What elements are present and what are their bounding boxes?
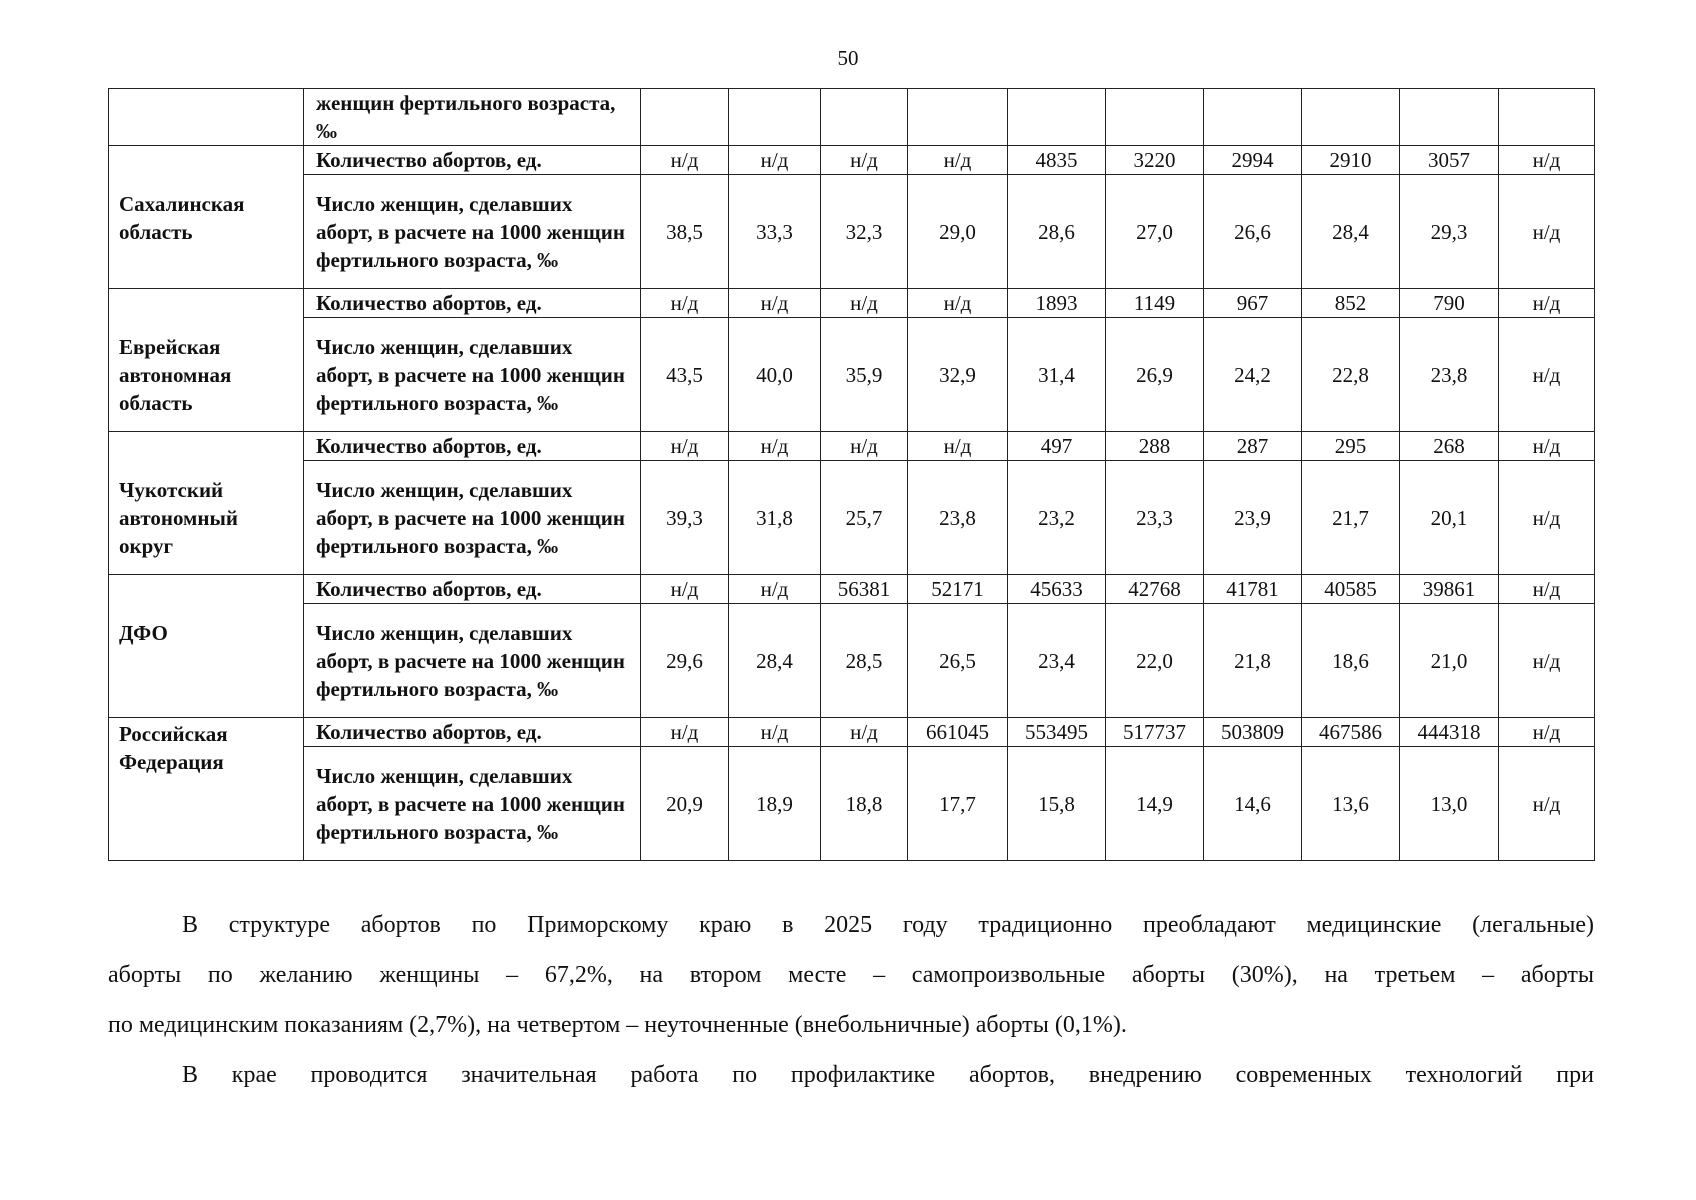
value-cell-rate: н/д bbox=[1499, 318, 1595, 432]
indicator-label-rate: Число женщин, сделавших аборт, в расчете на 1000 женщин фертильного возраста, ‰ bbox=[304, 318, 641, 432]
table-row-rate bbox=[109, 604, 1595, 718]
value-cell bbox=[641, 89, 729, 146]
value-cell-rate: н/д bbox=[1499, 175, 1595, 289]
value-cell bbox=[1106, 89, 1204, 146]
value-cell-rate: 32,9 bbox=[908, 318, 1008, 432]
value-cell-count: н/д bbox=[1499, 575, 1595, 604]
value-cell-rate: 14,6 bbox=[1204, 747, 1302, 861]
value-cell bbox=[821, 89, 908, 146]
indicator-label-count: Количество абортов, ед. bbox=[304, 146, 641, 175]
region-name: Российская Федерация bbox=[109, 718, 304, 861]
value-cell-rate: 31,8 bbox=[729, 461, 821, 575]
value-cell-rate: 38,5 bbox=[641, 175, 729, 289]
value-cell bbox=[1204, 89, 1302, 146]
value-cell-count: н/д bbox=[1499, 432, 1595, 461]
value-cell-count: н/д bbox=[1499, 718, 1595, 747]
value-cell-count: 4835 bbox=[1008, 146, 1106, 175]
value-cell-count: 40585 bbox=[1302, 575, 1400, 604]
value-cell-count: н/д bbox=[729, 432, 821, 461]
value-cell-rate: 22,8 bbox=[1302, 318, 1400, 432]
value-cell-rate: н/д bbox=[1499, 747, 1595, 861]
value-cell-rate: 28,5 bbox=[821, 604, 908, 718]
value-cell-count: н/д bbox=[729, 289, 821, 318]
value-cell-count: н/д bbox=[908, 146, 1008, 175]
indicator-label-rate: Число женщин, сделавших аборт, в расчете на 1000 женщин фертильного возраста, ‰ bbox=[304, 747, 641, 861]
value-cell-count: 41781 bbox=[1204, 575, 1302, 604]
table-row-count bbox=[109, 432, 1595, 461]
value-cell-rate: 23,9 bbox=[1204, 461, 1302, 575]
value-cell-rate: 26,9 bbox=[1106, 318, 1204, 432]
value-cell-rate: 28,6 bbox=[1008, 175, 1106, 289]
page-number: 50 bbox=[837, 46, 859, 70]
table-row-rate bbox=[109, 747, 1595, 861]
value-cell-rate: 28,4 bbox=[729, 604, 821, 718]
value-cell bbox=[1400, 89, 1499, 146]
region-name: ДФО bbox=[109, 575, 304, 718]
region-cell-empty bbox=[109, 89, 304, 146]
value-cell-count: 503809 bbox=[1204, 718, 1302, 747]
value-cell-count: 3057 bbox=[1400, 146, 1499, 175]
paragraph-text: аборты по желанию женщины – 67,2%, на втором месте – самопроизвольные аборты (30%), на третьем – аборты bbox=[108, 962, 1594, 988]
value-cell-count: 268 bbox=[1400, 432, 1499, 461]
value-cell-rate: 20,1 bbox=[1400, 461, 1499, 575]
value-cell-count: 467586 bbox=[1302, 718, 1400, 747]
value-cell bbox=[908, 89, 1008, 146]
table-row-continuation bbox=[109, 89, 1595, 146]
table-body bbox=[109, 89, 1595, 861]
value-cell-rate: 23,8 bbox=[1400, 318, 1499, 432]
value-cell-count: 967 bbox=[1204, 289, 1302, 318]
value-cell-rate: 18,6 bbox=[1302, 604, 1400, 718]
value-cell-rate: н/д bbox=[1499, 604, 1595, 718]
value-cell-rate: 27,0 bbox=[1106, 175, 1204, 289]
indicator-label-count: Количество абортов, ед. bbox=[304, 432, 641, 461]
value-cell-rate: 13,0 bbox=[1400, 747, 1499, 861]
paragraph-text: В крае проводится значительная работа по профилактике абортов, внедрению современных технологий при bbox=[182, 1062, 1594, 1088]
paragraph-text: В структуре абортов по Приморскому краю в 2025 году традиционно преобладают медицинские (легальные) bbox=[182, 912, 1594, 938]
value-cell-rate: 43,5 bbox=[641, 318, 729, 432]
value-cell-rate: 28,4 bbox=[1302, 175, 1400, 289]
value-cell-count: н/д bbox=[821, 289, 908, 318]
indicator-label-rate: Число женщин, сделавших аборт, в расчете на 1000 женщин фертильного возраста, ‰ bbox=[304, 604, 641, 718]
value-cell-count: 852 bbox=[1302, 289, 1400, 318]
value-cell-count: 287 bbox=[1204, 432, 1302, 461]
indicator-label-count: Количество абортов, ед. bbox=[304, 289, 641, 318]
value-cell-count: 517737 bbox=[1106, 718, 1204, 747]
value-cell-count: н/д bbox=[641, 718, 729, 747]
value-cell-count: 56381 bbox=[821, 575, 908, 604]
value-cell-rate: 15,8 bbox=[1008, 747, 1106, 861]
value-cell-rate: 14,9 bbox=[1106, 747, 1204, 861]
value-cell-count: н/д bbox=[641, 432, 729, 461]
value-cell bbox=[1008, 89, 1106, 146]
value-cell-count: 42768 bbox=[1106, 575, 1204, 604]
value-cell-count: н/д bbox=[908, 432, 1008, 461]
value-cell-rate: 26,6 bbox=[1204, 175, 1302, 289]
value-cell-count: 2994 bbox=[1204, 146, 1302, 175]
value-cell-count: 288 bbox=[1106, 432, 1204, 461]
value-cell-count: 553495 bbox=[1008, 718, 1106, 747]
value-cell-count: 790 bbox=[1400, 289, 1499, 318]
value-cell-count: 3220 bbox=[1106, 146, 1204, 175]
value-cell-rate: 13,6 bbox=[1302, 747, 1400, 861]
value-cell-count: н/д bbox=[729, 575, 821, 604]
value-cell bbox=[729, 89, 821, 146]
value-cell bbox=[1302, 89, 1400, 146]
value-cell-rate: 32,3 bbox=[821, 175, 908, 289]
value-cell-rate: 26,5 bbox=[908, 604, 1008, 718]
value-cell-count: 2910 bbox=[1302, 146, 1400, 175]
value-cell-count: н/д bbox=[641, 575, 729, 604]
indicator-label: женщин фертильного возраста, ‰ bbox=[304, 89, 641, 146]
paragraph-1-line-1 bbox=[108, 900, 1594, 950]
value-cell-count: 444318 bbox=[1400, 718, 1499, 747]
value-cell-count: 45633 bbox=[1008, 575, 1106, 604]
value-cell-rate: 21,7 bbox=[1302, 461, 1400, 575]
value-cell-count: н/д bbox=[1499, 146, 1595, 175]
indicator-label-count: Количество абортов, ед. bbox=[304, 718, 641, 747]
value-cell-rate: 35,9 bbox=[821, 318, 908, 432]
value-cell-rate: 22,0 bbox=[1106, 604, 1204, 718]
value-cell-count: н/д bbox=[641, 289, 729, 318]
value-cell-rate: 29,6 bbox=[641, 604, 729, 718]
value-cell-rate: 18,8 bbox=[821, 747, 908, 861]
value-cell-rate: 23,2 bbox=[1008, 461, 1106, 575]
paragraph-1-line-2 bbox=[108, 950, 1594, 1000]
table-row-count bbox=[109, 289, 1595, 318]
value-cell-rate: 25,7 bbox=[821, 461, 908, 575]
value-cell-rate: 31,4 bbox=[1008, 318, 1106, 432]
value-cell-rate: 29,3 bbox=[1400, 175, 1499, 289]
value-cell bbox=[1499, 89, 1595, 146]
abortion-statistics-table bbox=[108, 88, 1595, 861]
value-cell-count: 295 bbox=[1302, 432, 1400, 461]
value-cell-rate: 33,3 bbox=[729, 175, 821, 289]
table-row-rate bbox=[109, 318, 1595, 432]
indicator-label-rate: Число женщин, сделавших аборт, в расчете на 1000 женщин фертильного возраста, ‰ bbox=[304, 175, 641, 289]
value-cell-rate: 23,4 bbox=[1008, 604, 1106, 718]
value-cell-rate: н/д bbox=[1499, 461, 1595, 575]
value-cell-rate: 23,3 bbox=[1106, 461, 1204, 575]
indicator-label-count: Количество абортов, ед. bbox=[304, 575, 641, 604]
paragraph-2-line-1 bbox=[108, 1050, 1594, 1100]
table-row-rate bbox=[109, 175, 1595, 289]
value-cell-count: 52171 bbox=[908, 575, 1008, 604]
value-cell-rate: 21,8 bbox=[1204, 604, 1302, 718]
region-name: Еврейская автономная область bbox=[109, 289, 304, 432]
table-row-count bbox=[109, 146, 1595, 175]
value-cell-count: н/д bbox=[821, 432, 908, 461]
value-cell-rate: 20,9 bbox=[641, 747, 729, 861]
value-cell-rate: 29,0 bbox=[908, 175, 1008, 289]
indicator-label-rate: Число женщин, сделавших аборт, в расчете на 1000 женщин фертильного возраста, ‰ bbox=[304, 461, 641, 575]
value-cell-count: 497 bbox=[1008, 432, 1106, 461]
value-cell-rate: 18,9 bbox=[729, 747, 821, 861]
paragraph-1-line-3 bbox=[108, 1000, 1594, 1050]
value-cell-count: 1893 bbox=[1008, 289, 1106, 318]
value-cell-count: н/д bbox=[729, 146, 821, 175]
value-cell-count: н/д bbox=[641, 146, 729, 175]
value-cell-count: н/д bbox=[821, 718, 908, 747]
value-cell-count: н/д bbox=[821, 146, 908, 175]
value-cell-count: н/д bbox=[1499, 289, 1595, 318]
value-cell-rate: 24,2 bbox=[1204, 318, 1302, 432]
value-cell-count: 39861 bbox=[1400, 575, 1499, 604]
table-row-count bbox=[109, 575, 1595, 604]
value-cell-rate: 17,7 bbox=[908, 747, 1008, 861]
paragraph-text: по медицинским показаниям (2,7%), на четвертом – неуточненные (внебольничные) аборты (0,1%). bbox=[108, 1012, 1127, 1038]
value-cell-rate: 23,8 bbox=[908, 461, 1008, 575]
value-cell-rate: 39,3 bbox=[641, 461, 729, 575]
region-name: Сахалинская область bbox=[109, 146, 304, 289]
value-cell-count: 1149 bbox=[1106, 289, 1204, 318]
value-cell-rate: 40,0 bbox=[729, 318, 821, 432]
value-cell-count: 661045 bbox=[908, 718, 1008, 747]
value-cell-rate: 21,0 bbox=[1400, 604, 1499, 718]
region-name: Чукотский автономный округ bbox=[109, 432, 304, 575]
value-cell-count: н/д bbox=[729, 718, 821, 747]
table-row-count bbox=[109, 718, 1595, 747]
value-cell-count: н/д bbox=[908, 289, 1008, 318]
table-row-rate bbox=[109, 461, 1595, 575]
